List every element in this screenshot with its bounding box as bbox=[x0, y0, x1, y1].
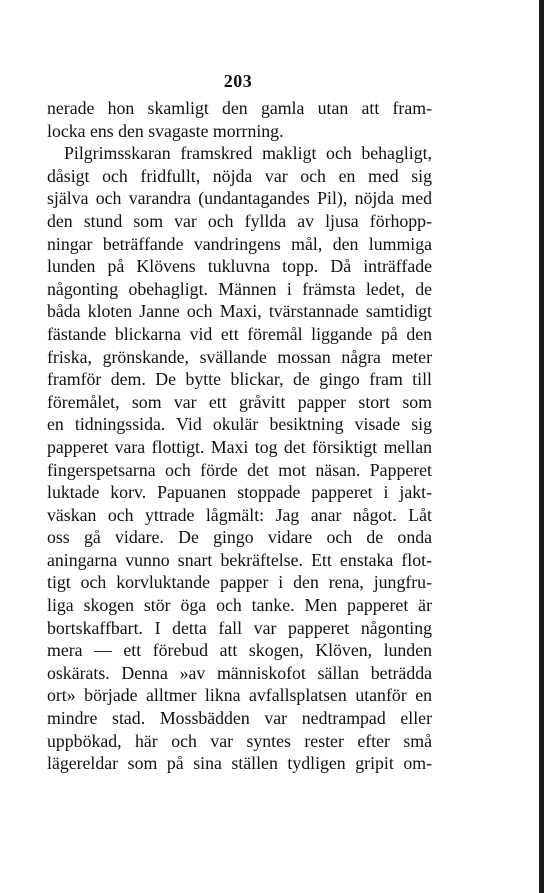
text-line: lägereldar som på sina ställen tydligen gripit om- bbox=[47, 753, 432, 774]
text-line: själva och varandra (undantagandes Pil), nöjda med bbox=[47, 188, 432, 209]
page-number: 203 bbox=[223, 71, 253, 91]
text-line: mera — ett förebud att skogen, Klöven, lunden bbox=[47, 640, 432, 661]
text-line: båda kloten Janne och Maxi, tvärstannade samtidigt bbox=[47, 301, 432, 322]
text-line: tigt och korvluktande papper i den rena, jungfru- bbox=[47, 572, 432, 593]
text-line: en tidningssida. Vid okulär besiktning visade sig bbox=[47, 414, 432, 435]
text-line: nerade hon skamligt den gamla utan att fram- bbox=[47, 98, 432, 118]
text-line: fästande blickarna vid ett föremål liggande på den bbox=[47, 323, 432, 344]
text-line: väskan och yttrade lågmält: Jag anar något. Låt bbox=[47, 504, 432, 525]
text-line: framför dem. De bytte blickar, de gingo fram till bbox=[47, 369, 432, 390]
text-line: lunden på Klövens tukluvna topp. Då inträffade bbox=[47, 256, 432, 277]
text-line: mindre stad. Mossbädden var nedtrampad eller bbox=[47, 708, 432, 729]
text-line: ort» började alltmer likna avfallsplatsen utanför en bbox=[47, 685, 432, 706]
text-line: oskärats. Denna »av människofot sällan beträdda bbox=[47, 662, 432, 683]
text-line: papperet vara flottigt. Maxi tog det försiktigt mellan bbox=[47, 436, 432, 457]
body-text bbox=[47, 97, 432, 775]
text-line: dåsigt och fridfullt, nöjda var och en med sig bbox=[47, 165, 432, 186]
text-line: ningar beträffande vandringens mål, den lummiga bbox=[47, 233, 432, 254]
text-line: locka ens den svagaste morrning. bbox=[47, 120, 284, 141]
text-line: oss gå vidare. De gingo vidare och de onda bbox=[47, 527, 432, 548]
text-line: aningarna vunno snart bekräftelse. Ett enstaka flot- bbox=[47, 549, 432, 570]
text-line: luktade korv. Papuanen stoppade papperet i jakt- bbox=[47, 482, 432, 503]
text-line: Pilgrimsskaran framskred makligt och behagligt, bbox=[64, 143, 432, 164]
text-line: friska, grönskande, svällande mossan några meter bbox=[47, 346, 432, 367]
text-line: uppbökad, här och var syntes rester efter små bbox=[47, 730, 432, 751]
text-line: fingerspetsarna och förde det mot näsan. Papperet bbox=[47, 459, 432, 480]
text-line: någonting obehagligt. Männen i främsta ledet, de bbox=[47, 278, 432, 299]
text-line: liga skogen stör öga och tanke. Men papperet är bbox=[47, 595, 432, 616]
scan-edge bbox=[539, 0, 544, 893]
text-line: bortskaffbart. I detta fall var papperet någonting bbox=[47, 617, 432, 638]
text-line: föremålet, som var ett gråvitt papper stort som bbox=[47, 391, 432, 412]
text-line: den stund som var och fyllda av ljusa förhopp- bbox=[47, 210, 432, 231]
